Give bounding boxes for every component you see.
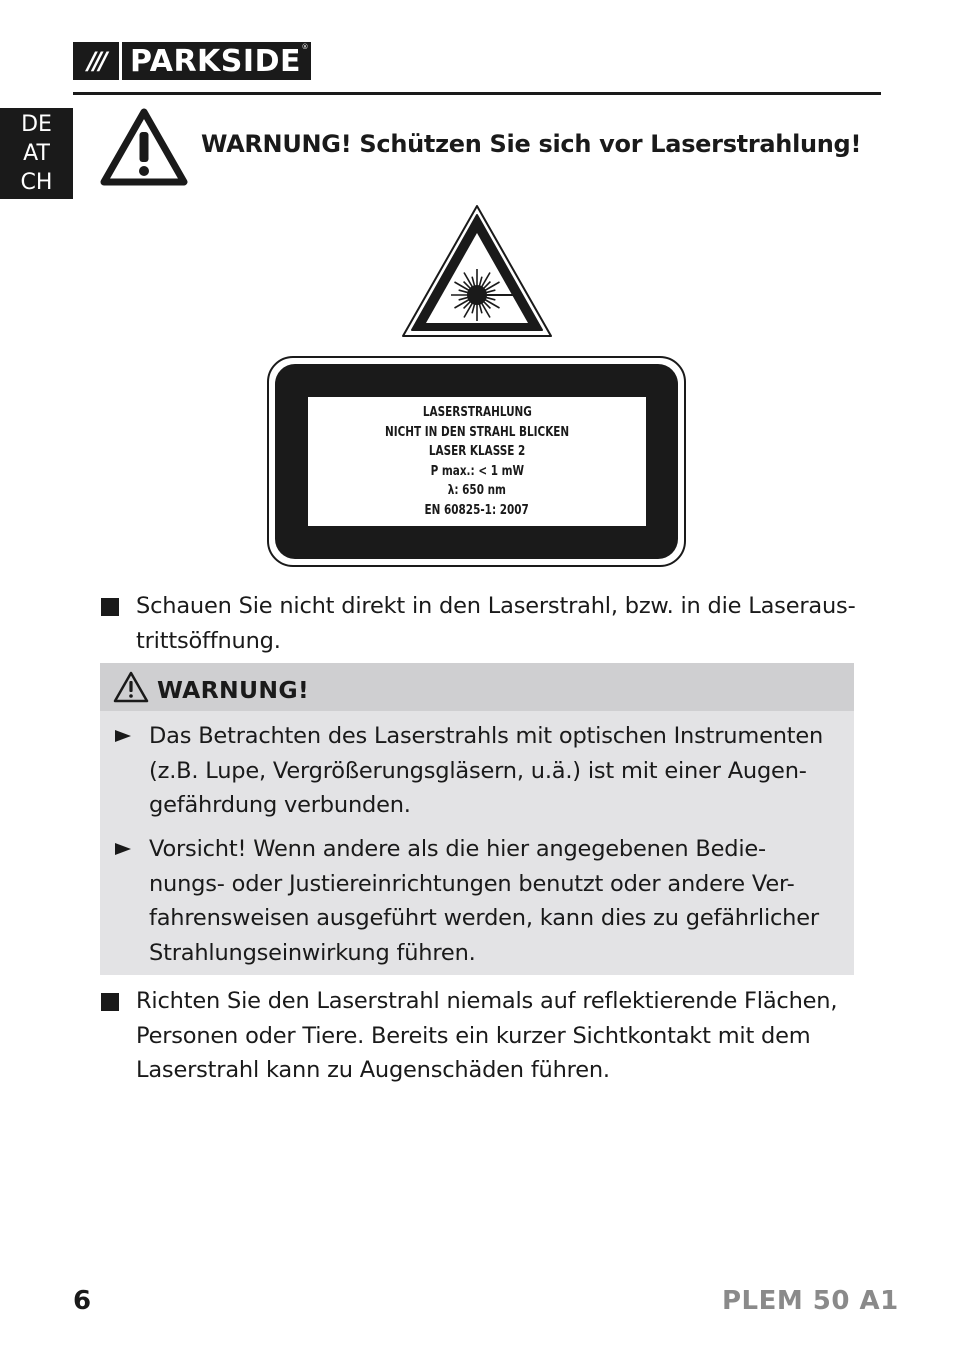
- registered-mark: ®: [301, 43, 309, 51]
- bullet-paragraph: Richten Sie den Laserstrahl niemals auf reflektierende Flächen, Personen oder Tiere. Bereits ein kurzer Sichtkontakt mit dem Laserstrahl kann zu Augenschäden führen.: [136, 988, 838, 1083]
- warning-triangle-icon: [100, 108, 188, 186]
- laser-label-line: λ: 650 nm: [447, 482, 507, 498]
- parkside-logo: [73, 42, 311, 80]
- language-tab: [0, 108, 73, 199]
- bullet-paragraph: Schauen Sie nicht direkt in den Laserstrahl, bzw. in die Laseraus- trittsöffnung.: [136, 593, 856, 654]
- laser-label-line: LASER KLASSE 2: [428, 443, 526, 459]
- header-rule: [73, 92, 881, 95]
- arrow-bullet-icon: [115, 843, 131, 855]
- page-number: 6: [73, 1286, 92, 1316]
- warning-box-title: WARNUNG!: [157, 676, 309, 704]
- warning-item: Das Betrachten des Laserstrahls mit optischen Instrumenten (z.B. Lupe, Vergrößerungsgläsern, u.ä.) ist mit einer Augen- gefährdung verbunden.: [149, 723, 824, 818]
- bullet-square-icon: [101, 993, 119, 1011]
- laser-label-line: NICHT IN DEN STRAHL BLICKEN: [384, 423, 570, 440]
- warning-item: Vorsicht! Wenn andere als die hier angegebenen Bedie- nungs- oder Justiereinrichtungen benutzt oder andere Ver- fahrensweisen ausgeführt werden, kann dies zu gefährlicher Strahlungseinwirkung führen.: [149, 836, 819, 966]
- warning-triangle-icon: [113, 671, 149, 703]
- logo-text: PARKSIDE: [130, 43, 301, 79]
- lang-at: AT: [23, 141, 50, 166]
- arrow-bullet-icon: [115, 730, 131, 742]
- laser-label-line: LASERSTRAHLUNG: [422, 404, 532, 420]
- laser-warning-icon: [400, 203, 554, 340]
- laser-label: [308, 397, 646, 526]
- model-name: PLEM 50 A1: [722, 1286, 899, 1316]
- laser-label-line: P max.: < 1 mW: [430, 462, 524, 479]
- laser-label-line: EN 60825-1: 2007: [424, 501, 530, 518]
- lang-ch: CH: [20, 170, 53, 195]
- warning-heading: WARNUNG! Schützen Sie sich vor Laserstrahlung!: [201, 130, 862, 158]
- logo-wordmark: [122, 42, 311, 80]
- bullet-square-icon: [101, 598, 119, 616]
- logo-slashes: ///: [73, 42, 119, 80]
- lang-de: DE: [21, 112, 52, 137]
